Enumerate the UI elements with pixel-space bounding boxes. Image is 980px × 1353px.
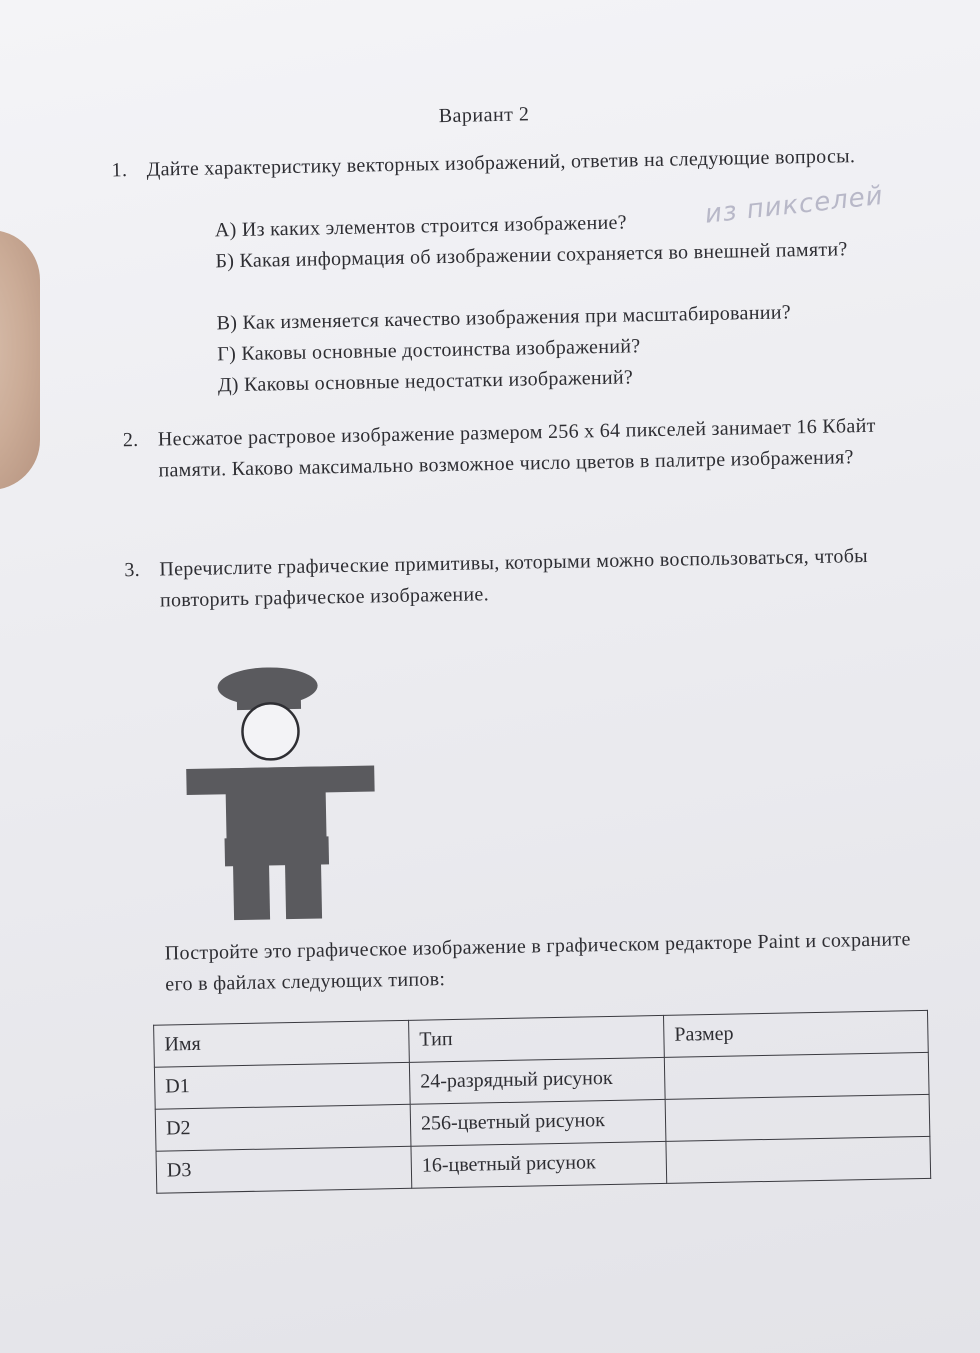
question-2-text: Несжатое растровое изображение размером 256 x 64 пикселей занимает 16 Кбайт памяти. Каково максимально возможное число цветов в палитре изображения? <box>157 414 876 482</box>
question-1-text: Дайте характеристику векторных изображений, ответив на следующие вопросы. <box>146 145 856 181</box>
cell-name: D3 <box>156 1146 412 1193</box>
cell-name: D1 <box>154 1062 410 1109</box>
cell-size <box>664 1052 929 1099</box>
header-size: Размер <box>664 1010 929 1057</box>
figure-right-leg <box>285 858 322 919</box>
figure-torso <box>225 766 327 848</box>
handwritten-answer: из пикселей <box>703 180 885 230</box>
question-1 <box>111 140 906 186</box>
question-1-item-b: Б) Какая информация об изображении сохраняется во внешней памяти? <box>215 238 848 273</box>
cell-type: 16-цветный рисунок <box>411 1141 667 1188</box>
question-1-item-d: Г) Каковы основные достоинства изображений? <box>217 335 641 366</box>
question-3-number: 3. <box>124 558 141 582</box>
header-name: Имя <box>154 1020 410 1067</box>
task-text: Постройте это графическое изображение в графическом редакторе Paint и сохраните его в файлах следующих типов: <box>164 928 911 996</box>
variant-title: Вариант 2 <box>438 103 530 128</box>
figure-left-leg <box>233 859 270 920</box>
question-1-item-e: Д) Каковы основные недостатки изображений? <box>217 366 634 397</box>
question-2-number: 2. <box>122 428 139 452</box>
cell-type: 256-цветный рисунок <box>410 1099 666 1146</box>
file-types-table <box>153 1010 931 1194</box>
cell-type: 24-разрядный рисунок <box>409 1057 665 1104</box>
cell-size <box>666 1136 931 1183</box>
question-3-text: Перечислите графические примитивы, которыми можно воспользоваться, чтобы повторить графическое изображение. <box>159 544 869 612</box>
question-1-number: 1. <box>111 159 128 182</box>
figure-head <box>242 703 299 760</box>
cell-name: D2 <box>155 1104 411 1151</box>
question-3 <box>124 540 920 617</box>
question-1-item-a: А) Из каких элементов строится изображение? <box>214 211 628 242</box>
cell-size <box>665 1094 930 1141</box>
policeman-figure <box>179 657 384 926</box>
question-2 <box>122 410 919 487</box>
header-type: Тип <box>409 1015 665 1062</box>
question-1-item-c: В) Как изменяется качество изображения при масштабировании? <box>216 301 792 335</box>
